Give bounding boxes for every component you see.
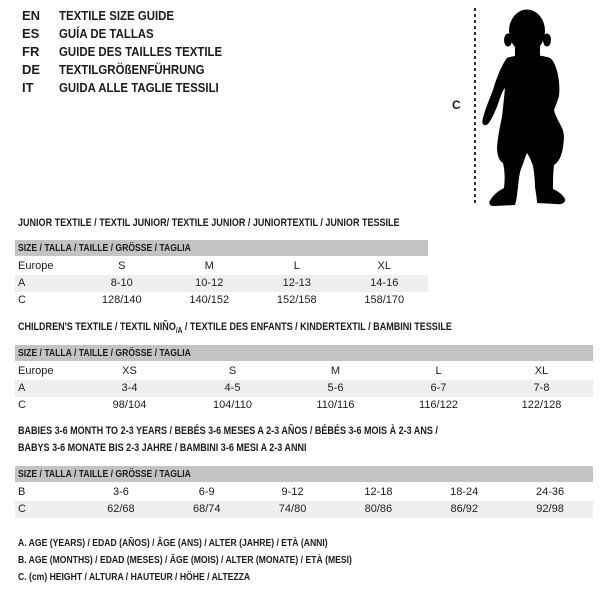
size-cell: S bbox=[228, 365, 237, 377]
language-title: GUÍA DE TALLAS bbox=[59, 26, 154, 41]
children-size-table bbox=[15, 345, 593, 414]
value-cell: 5-6 bbox=[327, 382, 344, 394]
language-title: TEXTILE SIZE GUIDE bbox=[59, 8, 175, 23]
value-cell: 92/98 bbox=[536, 503, 564, 515]
size-bar-header: SIZE / TALLA / TAILLE / GRÖSSE / TAGLIA bbox=[15, 345, 593, 361]
babies-section-heading: BABIES 3-6 MONTH TO 2-3 YEARS / BEBÉS 3-6 MESES A 2-3 AÑOS / BÉBÉS 3-6 MOIS À 2-3 ANS / BABYS 3-6 MONATE BIS 2-3 JAHRE / BAMBINI 3-6 MESI A 2-3 ANNI bbox=[18, 425, 438, 454]
size-cell: M bbox=[330, 365, 341, 377]
language-header-list bbox=[22, 7, 244, 97]
size-cell: XS bbox=[122, 365, 137, 377]
size-cell: XL bbox=[377, 260, 391, 272]
value-cell: 14-16 bbox=[370, 277, 399, 289]
language-row-fr bbox=[22, 43, 244, 61]
table-row-age-months bbox=[15, 484, 593, 501]
value-cell: 3-6 bbox=[112, 486, 129, 498]
value-cell: 86/92 bbox=[450, 503, 478, 515]
size-cell: L bbox=[293, 260, 300, 272]
value-cell: 62/68 bbox=[107, 503, 135, 515]
language-row-es bbox=[22, 25, 244, 43]
value-cell: 104/110 bbox=[213, 399, 252, 411]
value-cell: 10-12 bbox=[195, 277, 224, 289]
legend-line-c: C. (cm) HEIGHT / ALTURA / HAUTEUR / HÖHE / ALTEZZA bbox=[18, 571, 251, 583]
language-code: EN bbox=[22, 8, 41, 23]
value-cell: 3-4 bbox=[121, 382, 138, 394]
table-row-height bbox=[15, 397, 593, 414]
size-cell: XL bbox=[534, 365, 549, 377]
table-row-europe bbox=[15, 363, 593, 380]
legend bbox=[18, 535, 425, 586]
size-bar-header: SIZE / TALLA / TAILLE / GRÖSSE / TAGLIA bbox=[15, 240, 428, 256]
junior-section-heading: JUNIOR TEXTILE / TEXTIL JUNIOR/ TEXTILE JUNIOR / JUNIORTEXTIL / JUNIOR TESSILE bbox=[18, 217, 400, 229]
table-row-europe bbox=[15, 258, 428, 275]
value-cell: 8-10 bbox=[110, 277, 133, 289]
value-cell: 12-18 bbox=[364, 486, 393, 498]
table-row-height bbox=[15, 501, 593, 518]
language-row-it bbox=[22, 79, 244, 97]
value-cell: 68/74 bbox=[192, 503, 221, 515]
language-row-de bbox=[22, 61, 244, 79]
size-cell: L bbox=[435, 365, 442, 377]
size-bar-header: SIZE / TALLA / TAILLE / GRÖSSE / TAGLIA bbox=[15, 466, 593, 482]
value-cell: 158/170 bbox=[364, 294, 405, 306]
size-cell: M bbox=[204, 260, 214, 272]
value-cell: 6-7 bbox=[430, 382, 447, 394]
row-label: C bbox=[18, 503, 26, 515]
value-cell: 6-9 bbox=[198, 486, 215, 498]
value-cell: 98/104 bbox=[112, 399, 147, 411]
heading-subscript: /A bbox=[175, 326, 183, 336]
junior-size-table bbox=[15, 240, 428, 309]
value-cell: 74/80 bbox=[278, 503, 307, 515]
value-cell: 116/122 bbox=[419, 399, 458, 411]
language-code: FR bbox=[22, 44, 40, 59]
value-cell: 18-24 bbox=[450, 486, 479, 498]
language-title: GUIDE DES TAILLES TEXTILE bbox=[59, 44, 223, 59]
value-cell: 24-36 bbox=[535, 486, 565, 498]
size-cell: S bbox=[118, 260, 126, 272]
value-cell: 152/158 bbox=[276, 294, 317, 306]
language-code: DE bbox=[22, 62, 41, 77]
value-cell: 140/152 bbox=[189, 294, 230, 306]
babies-size-table bbox=[15, 466, 593, 518]
value-cell: 7-8 bbox=[533, 382, 550, 394]
value-cell: 80/86 bbox=[364, 503, 393, 515]
row-label: C bbox=[18, 294, 26, 306]
row-label: Europe bbox=[18, 365, 54, 377]
language-title: TEXTILGRÖßENFÜHRUNG bbox=[59, 62, 205, 77]
value-cell: 12-13 bbox=[282, 277, 311, 289]
legend-line-a: A. AGE (YEARS) / EDAD (AÑOS) / ÂGE (ANS) / ALTER (JAHRE) / ETÀ (ANNI) bbox=[18, 537, 328, 549]
value-cell: 110/116 bbox=[316, 399, 355, 411]
table-row-age bbox=[15, 380, 593, 397]
value-cell: 9-12 bbox=[281, 486, 304, 498]
row-label: A bbox=[18, 277, 26, 289]
table-row-age bbox=[15, 275, 428, 292]
language-row-en bbox=[22, 7, 244, 25]
children-section-heading: CHILDREN'S TEXTILE / TEXTIL $NIÑO_{/A}$ / TEXTILE DES ENFANTS / KINDERTEXTIL / BAMBINI TESSILE bbox=[18, 321, 452, 336]
language-title: GUIDA ALLE TAGLIE TESSILI bbox=[59, 80, 219, 95]
table-row-height bbox=[15, 292, 428, 309]
row-label: C bbox=[18, 399, 26, 411]
baby-silhouette-icon bbox=[470, 0, 600, 215]
row-label: B bbox=[18, 486, 26, 498]
legend-line-b: B. AGE (MONTHS) / EDAD (MESES) / ÂGE (MOIS) / ALTER (MONATE) / ETÀ (MESI) bbox=[18, 554, 352, 566]
row-label: Europe bbox=[18, 260, 54, 272]
value-cell: 128/140 bbox=[101, 294, 142, 306]
language-code: ES bbox=[22, 26, 40, 41]
value-cell: 122/128 bbox=[521, 399, 562, 411]
value-cell: 4-5 bbox=[224, 382, 241, 394]
row-label: A bbox=[18, 382, 26, 394]
language-code: IT bbox=[22, 80, 34, 95]
height-marker-label: C bbox=[452, 98, 461, 112]
